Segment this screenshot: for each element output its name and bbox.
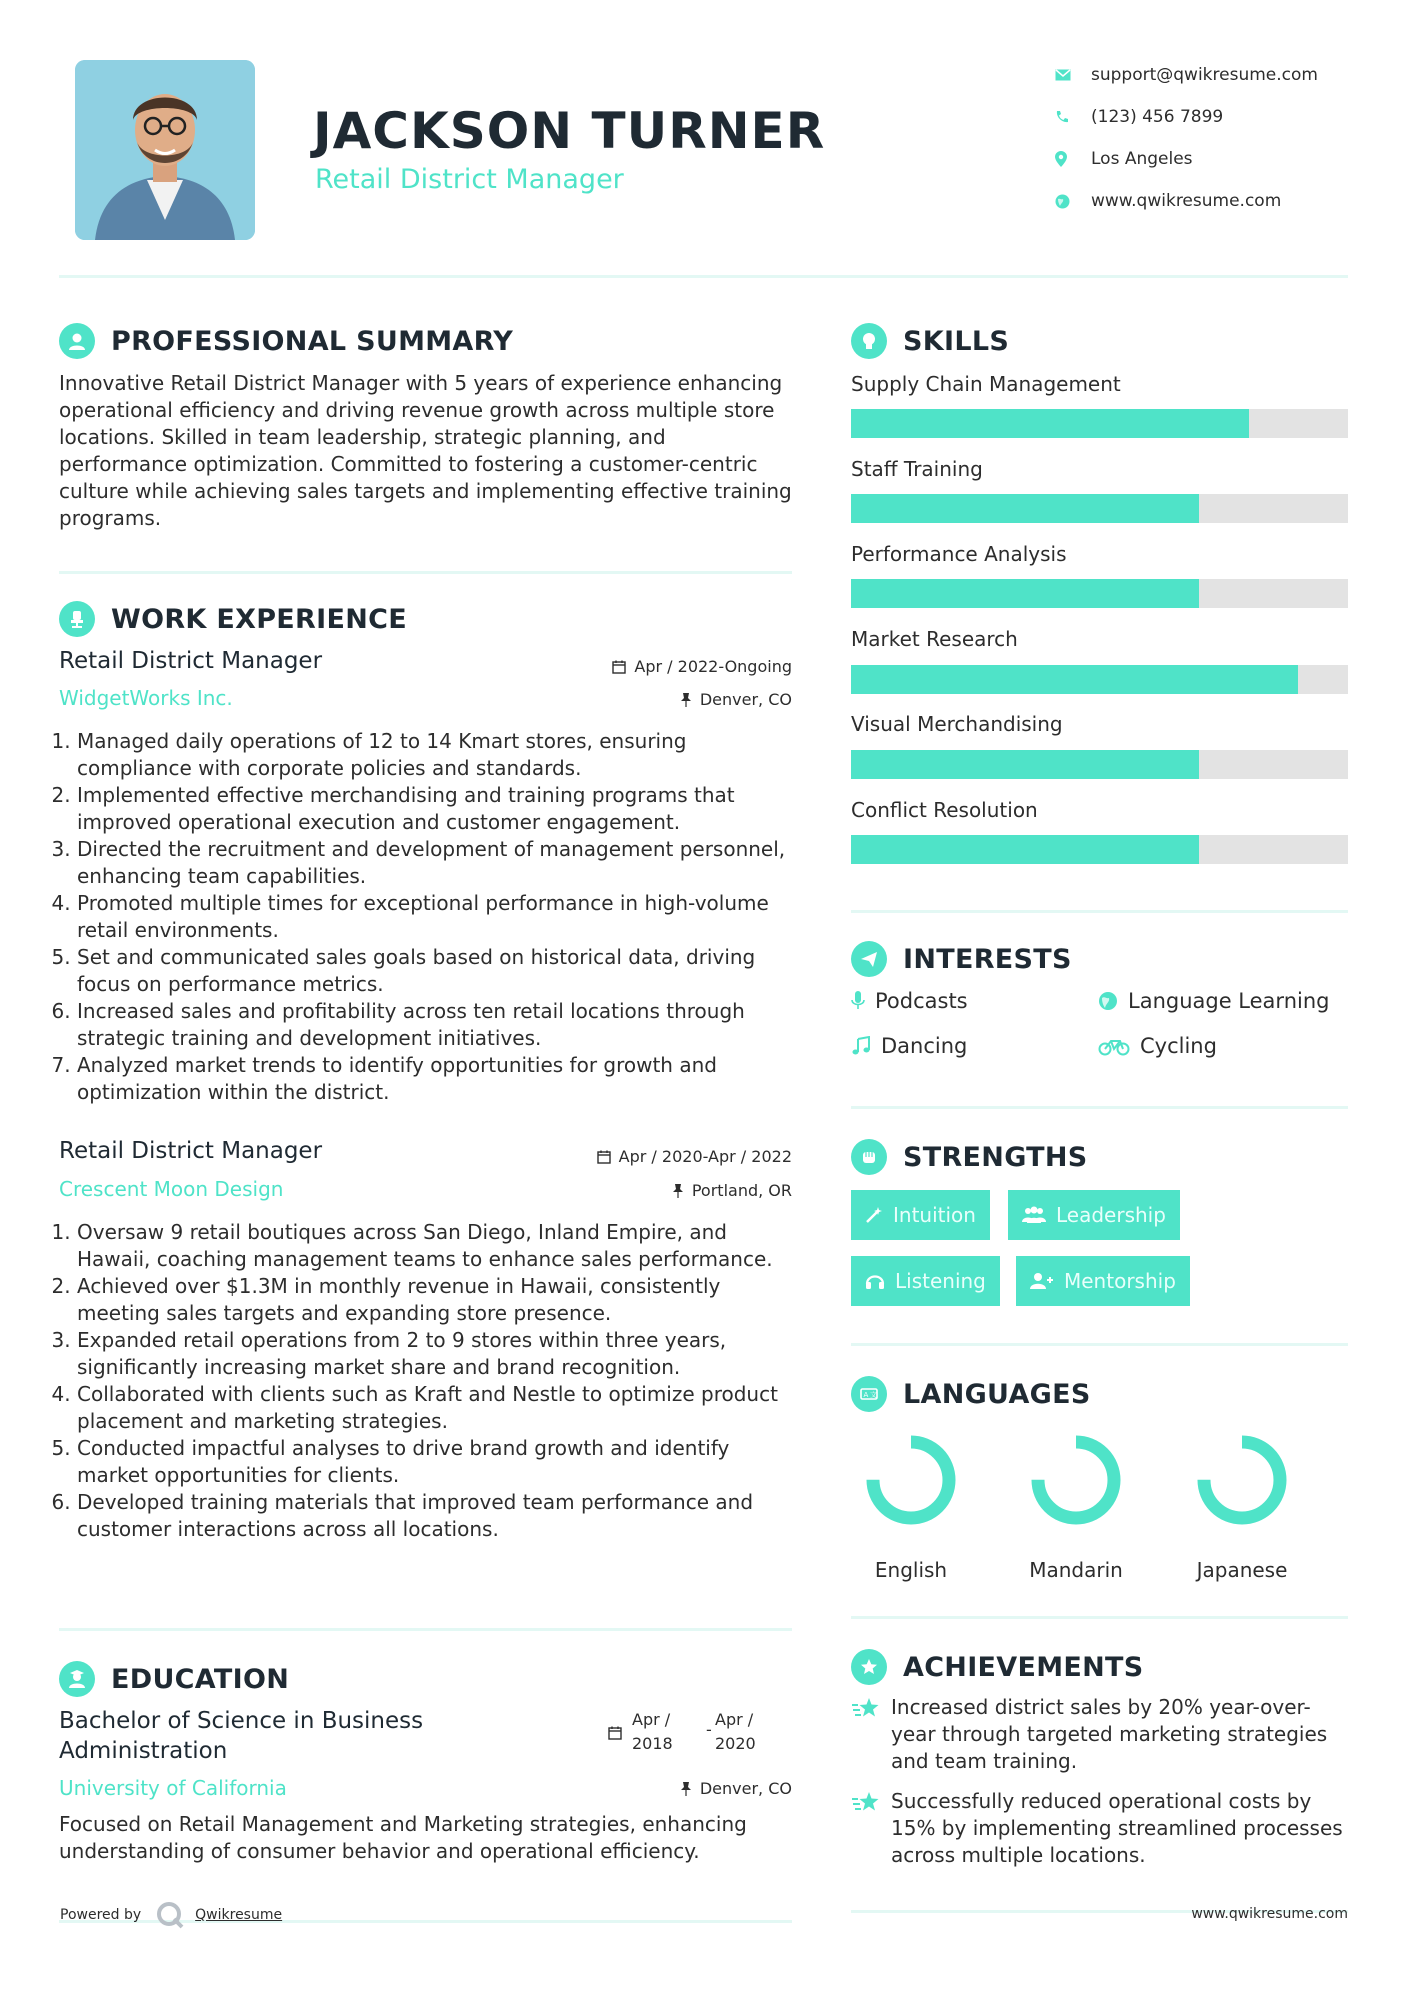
experience-heading bbox=[59, 601, 407, 637]
pushpin-icon bbox=[680, 1782, 692, 1796]
strength-chip bbox=[1016, 1256, 1190, 1306]
calendar-icon bbox=[608, 1726, 622, 1740]
strengths-divider bbox=[851, 1343, 1348, 1346]
job-dates-text: Apr / 2020-Apr / 2022 bbox=[618, 1147, 792, 1166]
interest-item bbox=[1098, 989, 1329, 1013]
languages-divider bbox=[851, 1616, 1348, 1619]
interests-title: INTERESTS bbox=[903, 943, 1072, 975]
svg-text:A: A bbox=[863, 1391, 869, 1399]
footer-website[interactable]: www.qwikresume.com bbox=[1191, 1906, 1348, 1922]
list-item: 3. Directed the recruitment and development of management personnel, enhancing team capabilities. bbox=[77, 836, 799, 890]
contact-block bbox=[1055, 54, 1385, 222]
interest-item bbox=[851, 989, 968, 1013]
list-item: 6. Increased sales and profitability across ten retail locations through strategic training and development initiatives. bbox=[77, 998, 799, 1052]
microphone-icon bbox=[851, 991, 865, 1011]
achievement-item bbox=[851, 1788, 1348, 1869]
language-ring bbox=[1026, 1430, 1126, 1530]
summary-text: Innovative Retail District Manager with 5 years of experience enhancing operational efficiency and driving revenue growth across multiple store locations. Skilled in team leadership, strategic planning, and performance optimization. Committed to fostering a customer-centric culture while achieving sales targets and implementing effective training programs. bbox=[59, 371, 792, 530]
strength-label: Intuition bbox=[893, 1203, 976, 1227]
svg-text:文: 文 bbox=[870, 1391, 877, 1399]
language-ring bbox=[1192, 1430, 1292, 1530]
job-title: Retail District Manager bbox=[59, 1138, 323, 1164]
job-title: Retail District Manager bbox=[59, 648, 323, 674]
paper-plane-icon bbox=[851, 941, 887, 977]
skill-bar-fill bbox=[851, 835, 1199, 864]
calendar-icon bbox=[612, 660, 626, 674]
user-plus-icon bbox=[1030, 1272, 1054, 1290]
interest-item bbox=[851, 1034, 967, 1058]
skill-label: Staff Training bbox=[851, 457, 983, 481]
summary-divider bbox=[59, 571, 792, 574]
list-item: 1. Managed daily operations of 12 to 14 Kmart stores, ensuring compliance with corporate policies and standards. bbox=[77, 728, 799, 782]
strength-label: Listening bbox=[895, 1269, 986, 1293]
strength-chip bbox=[851, 1190, 990, 1240]
list-item: 4. Promoted multiple times for exceptional performance in high-volume retail environments. bbox=[77, 890, 799, 944]
list-item: 2. Implemented effective merchandising and training programs that improved operational execution and customer engagement. bbox=[77, 782, 799, 836]
language-item bbox=[1016, 1430, 1136, 1582]
language-label: Mandarin bbox=[1029, 1558, 1123, 1582]
contact-location-text: Los Angeles bbox=[1091, 149, 1193, 169]
skills-divider bbox=[851, 910, 1348, 913]
list-item: 3. Expanded retail operations from 2 to 9 stores within three years, significantly increasing market share and brand recognition. bbox=[77, 1327, 799, 1381]
education-location-text: Denver, CO bbox=[699, 1779, 792, 1798]
achievement-text: Increased district sales by 20% year-over-year through targeted marketing strategies and team training. bbox=[891, 1695, 1328, 1773]
user-icon bbox=[59, 323, 95, 359]
list-item: 5. Set and communicated sales goals based on historical data, driving focus on performance metrics. bbox=[77, 944, 799, 998]
interests-heading bbox=[851, 941, 1072, 977]
summary-title: PROFESSIONAL SUMMARY bbox=[111, 325, 514, 357]
qwikresume-logo-icon bbox=[155, 1900, 185, 1930]
header-divider bbox=[59, 275, 1348, 278]
achievement-item bbox=[851, 1694, 1348, 1775]
skill-bar-fill bbox=[851, 750, 1199, 779]
powered-by-label: Powered by bbox=[60, 1907, 142, 1923]
job-location bbox=[520, 690, 792, 709]
users-icon bbox=[1022, 1206, 1046, 1224]
language-item bbox=[851, 1430, 971, 1582]
degree-line-2: Administration bbox=[59, 1738, 228, 1764]
powered-by bbox=[60, 1900, 282, 1930]
language-item bbox=[1182, 1430, 1302, 1582]
job-bullets bbox=[59, 728, 799, 1106]
pushpin-icon bbox=[672, 1184, 684, 1198]
achievements-heading bbox=[851, 1649, 1144, 1685]
experience-title: WORK EXPERIENCE bbox=[111, 603, 407, 635]
languages-heading bbox=[851, 1376, 1091, 1412]
edu-start-month: Apr / bbox=[632, 1710, 671, 1729]
brand-link[interactable]: Qwikresume bbox=[195, 1907, 283, 1923]
star-icon bbox=[851, 1696, 891, 1726]
languages-title: LANGUAGES bbox=[903, 1378, 1091, 1410]
education-location bbox=[520, 1779, 792, 1798]
contact-email-text[interactable]: support@qwikresume.com bbox=[1091, 65, 1318, 85]
education-title: EDUCATION bbox=[111, 1663, 290, 1695]
fist-icon bbox=[851, 1139, 887, 1175]
contact-email bbox=[1055, 54, 1385, 96]
language-ring-arc bbox=[1204, 1442, 1280, 1518]
translate-icon bbox=[851, 1376, 887, 1412]
job-dates bbox=[520, 657, 792, 676]
language-label: English bbox=[874, 1558, 948, 1582]
map-pin-icon bbox=[1055, 151, 1091, 167]
contact-phone-text: (123) 456 7899 bbox=[1091, 107, 1224, 127]
job-location bbox=[520, 1181, 792, 1200]
job-location-text: Portland, OR bbox=[691, 1181, 792, 1200]
bicycle-icon bbox=[1098, 1036, 1130, 1056]
lightbulb-icon bbox=[851, 323, 887, 359]
skill-label: Supply Chain Management bbox=[851, 372, 1121, 396]
list-item: 2. Achieved over $1.3M in monthly revenue in Hawaii, consistently meeting sales targets and expanding store presence. bbox=[77, 1273, 799, 1327]
interest-label: Podcasts bbox=[875, 989, 968, 1013]
pushpin-icon bbox=[680, 693, 692, 707]
skill-label: Performance Analysis bbox=[851, 542, 1067, 566]
star-icon bbox=[851, 1790, 891, 1820]
skill-bar-fill bbox=[851, 409, 1249, 438]
phone-icon bbox=[1055, 110, 1091, 124]
skill-label: Conflict Resolution bbox=[851, 798, 1038, 822]
headphones-icon bbox=[865, 1272, 885, 1290]
interest-label: Dancing bbox=[881, 1034, 968, 1058]
education-heading bbox=[59, 1661, 289, 1697]
interest-label: Cycling bbox=[1140, 1034, 1217, 1058]
strengths-title: STRENGTHS bbox=[903, 1141, 1088, 1173]
company-name: WidgetWorks Inc. bbox=[59, 686, 233, 710]
company-name: Crescent Moon Design bbox=[59, 1177, 284, 1201]
globe-icon bbox=[1098, 991, 1118, 1011]
profile-photo bbox=[75, 60, 255, 240]
edu-end-year: 2020 bbox=[715, 1734, 756, 1753]
skill-bar bbox=[851, 835, 1348, 864]
envelope-icon bbox=[1055, 69, 1091, 81]
skill-bar bbox=[851, 750, 1348, 779]
skills-title: SKILLS bbox=[903, 325, 1010, 357]
job-bullets bbox=[59, 1219, 799, 1543]
list-item: 6. Developed training materials that improved team performance and customer interactions across all locations. bbox=[77, 1489, 799, 1543]
contact-website-text[interactable]: www.qwikresume.com bbox=[1091, 191, 1282, 211]
edu-end-month: Apr / bbox=[715, 1710, 754, 1729]
job-dates bbox=[520, 1147, 792, 1166]
strength-label: Leadership bbox=[1056, 1203, 1166, 1227]
strength-label: Mentorship bbox=[1064, 1269, 1176, 1293]
list-item: 4. Collaborated with clients such as Kraft and Nestle to optimize product placement and marketing strategies. bbox=[77, 1381, 799, 1435]
list-item: 1. Oversaw 9 retail boutiques across San Diego, Inland Empire, and Hawaii, coaching management teams to enhance sales performance. bbox=[77, 1219, 799, 1273]
achievement-text: Successfully reduced operational costs by 15% by implementing streamlined processes across multiple locations. bbox=[891, 1789, 1343, 1867]
summary-heading bbox=[59, 323, 513, 359]
edu-date-separator: - bbox=[706, 1720, 712, 1739]
graduate-icon bbox=[59, 1661, 95, 1697]
interest-item bbox=[1098, 1034, 1217, 1058]
music-note-icon bbox=[851, 1036, 871, 1056]
education-description: Focused on Retail Management and Marketing strategies, enhancing understanding of consumer behavior and operational efficiency. bbox=[59, 1812, 747, 1863]
globe-icon bbox=[1055, 194, 1091, 209]
school-name: University of California bbox=[59, 1776, 287, 1800]
strength-chip bbox=[851, 1256, 1000, 1306]
contact-phone bbox=[1055, 96, 1385, 138]
skill-label: Visual Merchandising bbox=[851, 712, 1063, 736]
degree-line-1: Bachelor of Science in Business bbox=[59, 1708, 424, 1734]
achievements-title: ACHIEVEMENTS bbox=[903, 1651, 1144, 1683]
skill-bar bbox=[851, 665, 1348, 694]
calendar-icon bbox=[597, 1150, 611, 1164]
strengths-heading bbox=[851, 1139, 1088, 1175]
edu-start-year: 2018 bbox=[632, 1734, 673, 1753]
skill-bar-fill bbox=[851, 494, 1199, 523]
experience-divider bbox=[59, 1628, 792, 1631]
star-badge-icon bbox=[851, 1649, 887, 1685]
candidate-title: Retail District Manager bbox=[315, 164, 624, 195]
language-ring-arc bbox=[1038, 1442, 1114, 1518]
list-item: 7. Analyzed market trends to identify opportunities for growth and optimization within the district. bbox=[77, 1052, 799, 1106]
contact-website bbox=[1055, 180, 1385, 222]
job-dates-text: Apr / 2022-Ongoing bbox=[634, 657, 792, 676]
language-ring bbox=[861, 1430, 961, 1530]
candidate-name: JACKSON TURNER bbox=[313, 102, 826, 160]
interest-label: Language Learning bbox=[1128, 989, 1330, 1013]
skill-bar bbox=[851, 409, 1348, 438]
interests-divider bbox=[851, 1106, 1348, 1109]
magic-wand-icon bbox=[865, 1206, 883, 1224]
office-chair-icon bbox=[59, 601, 95, 637]
contact-location bbox=[1055, 138, 1385, 180]
list-item: 5. Conducted impactful analyses to drive brand growth and identify market opportunities for clients. bbox=[77, 1435, 799, 1489]
skill-bar-fill bbox=[851, 665, 1298, 694]
skills-heading bbox=[851, 323, 1009, 359]
language-ring-arc bbox=[873, 1442, 949, 1518]
skill-label: Market Research bbox=[851, 627, 1018, 651]
strength-chip bbox=[1008, 1190, 1180, 1240]
job-location-text: Denver, CO bbox=[699, 690, 792, 709]
skill-bar bbox=[851, 579, 1348, 608]
skill-bar-fill bbox=[851, 579, 1199, 608]
language-label: Japanese bbox=[1196, 1558, 1288, 1582]
skill-bar bbox=[851, 494, 1348, 523]
